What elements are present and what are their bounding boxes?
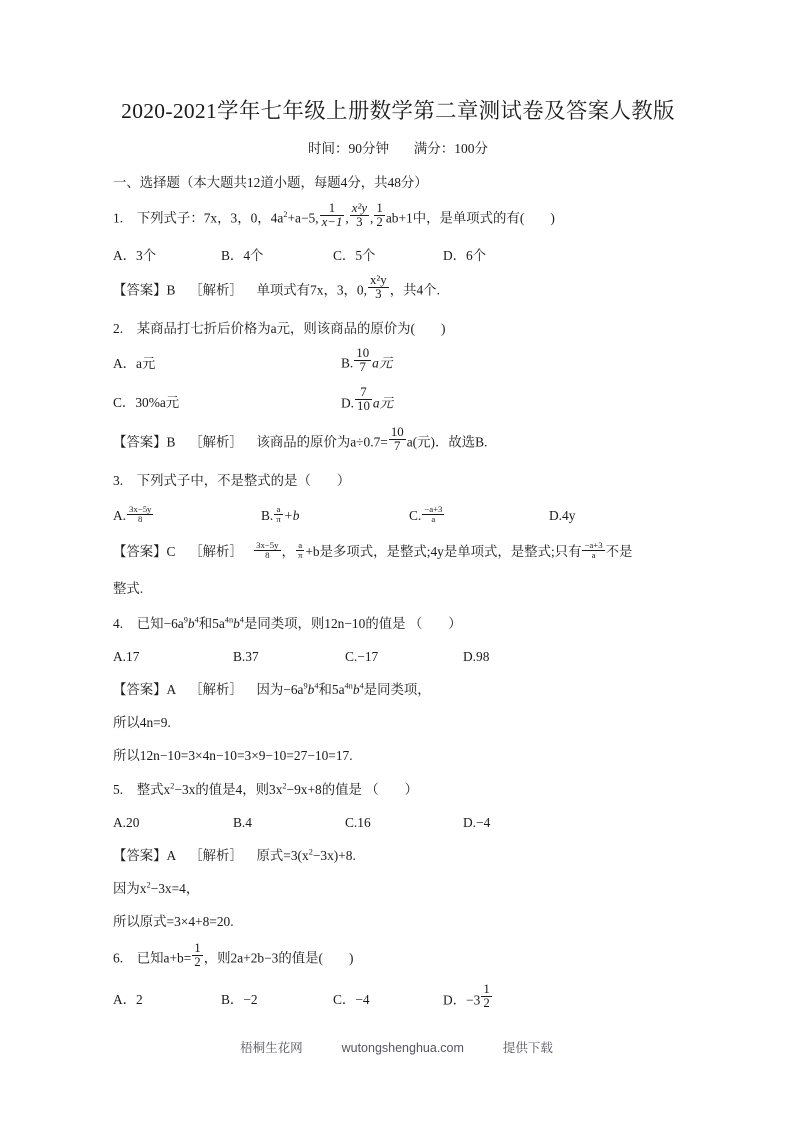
question-5-answer-line2 (113, 878, 683, 899)
question-1-answer (113, 272, 683, 305)
question-4-text-b: b (187, 616, 195, 632)
exponent: 2 (146, 880, 151, 890)
analysis-5-text-a: 原式=3(x (256, 848, 309, 864)
option-3-a-fraction (127, 505, 153, 524)
option-5-c[interactable]: C.16 (345, 815, 371, 831)
question-4-text-d: b (233, 616, 240, 632)
option-3-c[interactable] (409, 505, 549, 526)
question-5-text-a: 整式x (136, 782, 171, 798)
exponent: 4n (224, 615, 234, 625)
option-4-d[interactable]: D.98 (463, 649, 490, 665)
fraction-denominator: 2 (194, 955, 201, 970)
analysis-text-3b: 不是 (605, 544, 633, 560)
question-4-stem (113, 613, 683, 634)
exam-score-label: 满分：100分 (413, 141, 488, 156)
option-suffix: a元 (372, 356, 393, 372)
question-4-options (113, 646, 683, 667)
answer-label-5: 【答案】A (113, 848, 176, 864)
fraction-numerator: 3x−5y (129, 504, 152, 515)
question-4-answer (113, 679, 683, 700)
fraction-denominator: 7 (389, 439, 406, 453)
exponent: 4n (344, 681, 353, 691)
question-3-answer (113, 540, 683, 564)
answer-label-1: 【答案】B (113, 282, 176, 298)
question-6-stem (113, 941, 683, 973)
option-6-c[interactable]: C．−4 (333, 992, 370, 1008)
option-3-c-fraction (422, 505, 444, 524)
fraction-denominator: 8 (127, 514, 153, 524)
question-1-text-b: +a−5, (287, 210, 319, 226)
fraction-numerator: 3x−5y (256, 540, 279, 551)
fraction-denominator: 10 (357, 399, 370, 414)
option-1-b[interactable]: B．4个 (221, 248, 264, 264)
question-3-text: 下列式子中，不是整式的是（ (136, 473, 311, 489)
question-5-text-c: −9x+8的值是 （ (286, 782, 379, 798)
analysis-label-2: ［解析］ (189, 434, 243, 450)
fraction-numerator: x²y (351, 200, 368, 215)
option-5-d[interactable]: D.−4 (463, 815, 491, 831)
question-2-stem (113, 318, 683, 339)
comma: , (370, 210, 374, 226)
analysis-4-text-b: b (307, 682, 315, 698)
answer-label-3: 【答案】C (113, 544, 176, 560)
question-5-answer (113, 845, 683, 866)
option-5-b[interactable]: B.4 (233, 815, 252, 831)
question-2-text: 某商品打七折后价格为a元，则该商品的原价为( (136, 321, 415, 337)
fraction-denominator: 2 (376, 214, 383, 229)
fraction-denominator: 7 (354, 360, 371, 374)
question-1-exp: 2 (283, 210, 288, 220)
question-4-text-c: 和5a (198, 616, 225, 632)
analysis-5-line2-b: −3x=4， (150, 881, 200, 897)
option-6-b[interactable]: B．−2 (221, 992, 258, 1008)
question-2-options-row1 (113, 346, 683, 378)
option-3-b[interactable] (261, 505, 409, 526)
option-prefix: B. (341, 356, 354, 372)
fraction-numerator: 10 (390, 424, 404, 439)
option-6-a[interactable]: A．2 (113, 992, 143, 1008)
section-heading: 一、选择题（本大题共12道小题，每题4分，共48分） (113, 175, 428, 190)
question-6-options (113, 982, 683, 1015)
analysis-text-1a: 单项式有7x，3，0, (256, 282, 367, 298)
question-1-text-d: ) (550, 210, 555, 226)
question-1-text-c: ab+1中，是单项式的有( (385, 210, 525, 226)
comma: , (345, 210, 349, 226)
option-3-d[interactable]: D.4y (549, 508, 576, 524)
question-3-answer-line2: 整式. (113, 581, 144, 597)
analysis-3-fraction-1 (254, 541, 280, 560)
option-prefix: A. (113, 508, 127, 524)
footer-download-label: 提供下载 (502, 1041, 553, 1055)
fraction-denominator: π (276, 513, 281, 524)
analysis-5-text-b: −3x)+8. (312, 848, 356, 864)
option-4-a[interactable]: A.17 (113, 649, 140, 665)
option-5-a[interactable]: A.20 (113, 815, 140, 831)
option-1-c[interactable]: C．5个 (333, 248, 376, 264)
option-suffix: a元 (372, 395, 393, 411)
analysis-5-line2-a: 因为x (113, 881, 147, 897)
fraction-denominator: 3 (368, 287, 389, 301)
answer-label-2: 【答案】B (113, 434, 176, 450)
question-5-answer-line3: 所以原式=3×4+8=20. (113, 914, 234, 930)
page-footer (0, 1038, 793, 1056)
exponent: 2 (282, 781, 287, 791)
question-1-number: 1. (113, 210, 124, 226)
fraction-denominator: a (422, 514, 444, 524)
analysis-label-4: ［解析］ (189, 682, 243, 698)
question-5-close: ） (404, 782, 419, 798)
question-2-options-row2 (113, 385, 683, 418)
question-4-text-a: 已知−6a (136, 616, 184, 632)
analysis-label-1: ［解析］ (189, 282, 243, 298)
option-suffix: +b (283, 508, 300, 524)
exponent: 4 (314, 681, 319, 691)
fraction-numerator: a (276, 504, 281, 515)
fraction-numerator: 1 (483, 982, 490, 997)
question-5-text-b: −3x的值是4，则3x (174, 782, 283, 798)
option-4-b[interactable]: B.37 (233, 649, 259, 665)
fraction-denominator: 8 (254, 550, 280, 560)
fraction-denominator: 2 (483, 996, 490, 1011)
question-6-text-b: ，则2a+2b−3的值是( (203, 951, 323, 967)
analysis-3-fraction-3 (582, 541, 604, 560)
question-4-answer-line3: 所以12n−10=3×4n−10=3×9−10=27−10=17. (113, 748, 353, 764)
question-3-close: ） (336, 473, 351, 489)
question-2-number: 2. (113, 321, 124, 337)
page-title: 2020-2021学年七年级上册数学第二章测试卷及答案人教版 (121, 99, 675, 123)
question-2-answer (113, 424, 683, 457)
fraction-numerator: 1 (376, 200, 383, 215)
option-prefix: B. (261, 508, 274, 524)
exponent: 4 (194, 615, 199, 625)
question-1-fraction-3 (374, 202, 384, 229)
fraction-denominator: x−1 (321, 214, 343, 229)
analysis-text-2a: 该商品的原价为a÷0.7= (256, 434, 388, 450)
exam-meta (113, 139, 683, 159)
question-4-text-e: 是同类项，则12n−10的值是 （ (243, 616, 423, 632)
option-prefix: C. (409, 508, 422, 524)
analysis-text-2b: a(元)．故选B. (406, 434, 488, 450)
question-5-stem (113, 779, 683, 800)
fraction-numerator: 10 (356, 346, 370, 361)
question-4-close: ） (448, 616, 462, 632)
option-6-d[interactable] (443, 982, 493, 1015)
option-prefix: D．−3 (443, 992, 481, 1008)
question-1-options (113, 245, 683, 266)
question-6-number: 6. (113, 951, 124, 967)
option-4-c[interactable]: C.−17 (345, 649, 379, 665)
footer-url[interactable]: wutongshenghua.com (341, 1041, 464, 1055)
question-1-fraction-1 (320, 202, 345, 229)
exponent: 9 (303, 681, 308, 691)
fraction-numerator: −a+3 (584, 540, 603, 551)
question-4-answer-line2: 所以4n=9. (113, 715, 171, 731)
analysis-4-text-c: 和5a (318, 682, 345, 698)
question-6-fraction (192, 942, 202, 969)
option-2-b-fraction (354, 347, 371, 374)
option-1-a[interactable]: A．3个 (113, 248, 157, 264)
fraction-denominator: π (297, 550, 303, 561)
question-1-text-a: 下列式子：7x，3，0，4a (136, 210, 284, 226)
question-6-text-a: 已知a+b= (136, 951, 192, 967)
separator: ， (281, 544, 295, 560)
exponent: 4 (359, 681, 364, 691)
option-2-b[interactable] (341, 346, 393, 378)
analysis-text-1b: ，共4个. (389, 282, 440, 298)
fraction-numerator: −a+3 (424, 504, 443, 515)
fraction-numerator: 7 (360, 385, 367, 400)
option-prefix: D. (341, 395, 355, 411)
option-2-d-fraction (355, 386, 372, 413)
document-content (113, 96, 683, 1015)
footer-site-name: 梧桐生花网 (240, 1041, 303, 1055)
option-2-d[interactable] (341, 385, 393, 418)
fraction-numerator: x²y (369, 272, 387, 287)
option-1-d[interactable]: D．6个 (443, 248, 487, 264)
analysis-4-text-a: 因为−6a (256, 682, 304, 698)
option-3-a[interactable] (113, 505, 261, 526)
exam-time-label: 时间：90分钟 (308, 141, 389, 156)
option-2-a[interactable]: A．a元 (113, 356, 156, 372)
fraction-denominator: 3 (350, 215, 369, 229)
question-5-number: 5. (113, 782, 124, 798)
question-3-stem (113, 470, 683, 491)
question-6-close: ) (348, 951, 354, 967)
option-3-b-fraction (274, 505, 282, 524)
fraction-numerator: 1 (194, 941, 201, 956)
analysis-label-5: ［解析］ (189, 848, 243, 864)
option-2-c[interactable]: C．30%a元 (113, 395, 180, 411)
exponent: 9 (183, 615, 188, 625)
option-6-d-fraction (481, 983, 491, 1010)
analysis-2-fraction (389, 426, 406, 453)
question-3-number: 3. (113, 473, 124, 489)
answer-label-4: 【答案】A (113, 682, 176, 698)
fraction-numerator: 1 (328, 200, 336, 215)
exponent: 2 (170, 781, 175, 791)
analysis-label-3: ［解析］ (189, 544, 243, 560)
analysis-3-fraction-2 (296, 541, 304, 560)
question-5-options (113, 812, 683, 833)
fraction-numerator: a (298, 540, 303, 551)
question-4-number: 4. (113, 616, 124, 632)
question-3-options (113, 505, 683, 526)
exponent: 4 (239, 615, 244, 625)
question-1-stem (113, 200, 683, 233)
analysis-1-fraction (368, 274, 389, 301)
exponent: 2 (308, 847, 313, 857)
analysis-4-text-d: b (352, 682, 360, 698)
analysis-text-3a: +b是多项式，是整式;4y是单项式，是整式;只有 (305, 544, 582, 560)
analysis-4-text-e: 是同类项， (363, 682, 431, 698)
question-2-close: ) (440, 321, 446, 337)
question-1-fraction-2 (350, 202, 369, 229)
fraction-denominator: a (582, 550, 604, 560)
